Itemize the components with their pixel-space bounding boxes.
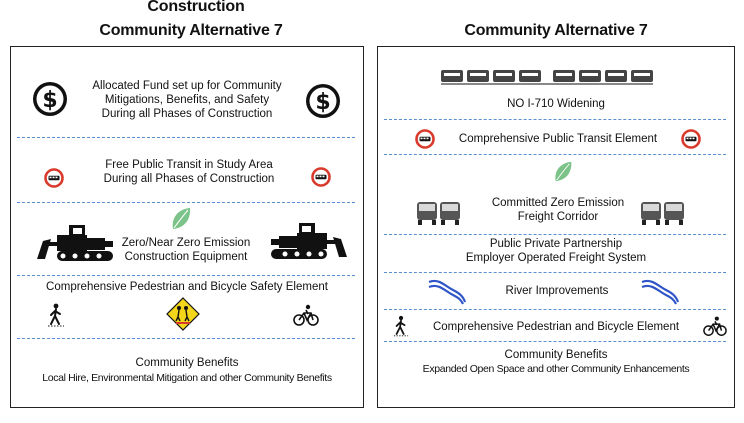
- divider: [17, 137, 355, 138]
- river-icon: [427, 276, 467, 306]
- svg-text:$: $: [315, 90, 331, 115]
- river-icon: [640, 276, 680, 306]
- river-improvements-text: River Improvements: [505, 285, 609, 297]
- bicycle-icon: [293, 304, 319, 326]
- community-benefits-title: Community Benefits: [504, 349, 608, 361]
- community-benefits-title: Community Benefits: [135, 357, 239, 369]
- fund-text: Allocated Fund set up for Community Mitigations, Benefits, and Safety During all Phases of Construction: [92, 80, 282, 120]
- no-widening-text: NO I-710 Widening: [507, 98, 605, 110]
- svg-text:$: $: [42, 88, 58, 113]
- left-panel: [10, 46, 364, 408]
- transit-bus-icon: [681, 129, 701, 149]
- right-heading: Community Alternative 7: [464, 22, 648, 39]
- freight-corridor-text: Committed Zero Emission Freight Corridor: [491, 197, 625, 223]
- transit-bus-icon: [44, 168, 64, 188]
- pedestrian-safety-text: Comprehensive Pedestrian and Bicycle Safety Element: [46, 281, 328, 293]
- divider: [384, 341, 726, 342]
- transit-bus-icon: [311, 167, 331, 187]
- right-panel: [377, 46, 735, 408]
- community-benefits-detail: Expanded Open Space and other Community Enhancements: [422, 363, 690, 375]
- bulldozer-icon: [35, 223, 119, 263]
- leaf-icon: [169, 206, 193, 232]
- divider: [17, 338, 355, 339]
- bicycle-icon: [703, 315, 727, 337]
- pedestrian-icon: [47, 303, 65, 327]
- community-benefits-detail: Local Hire, Environmental Mitigation and other Community Benefits: [42, 372, 332, 384]
- zero-emission-equipment-text: Zero/Near Zero Emission Construction Equipment: [121, 237, 251, 263]
- dollar-icon: [31, 80, 69, 118]
- dollar-icon: [304, 82, 342, 120]
- bus-row-icon: [441, 68, 661, 88]
- pedestrian-crossing-sign-icon: [166, 297, 200, 331]
- free-transit-text: Free Public Transit in Study Area During all Phases of Construction: [103, 159, 275, 185]
- divider: [17, 202, 355, 203]
- leaf-icon: [552, 160, 574, 184]
- divider: [384, 119, 726, 120]
- left-heading-line2: Community Alternative 7: [99, 22, 283, 39]
- truck-icon: [638, 200, 688, 226]
- pedestrian-bicycle-text: Comprehensive Pedestrian and Bicycle Element: [432, 321, 680, 333]
- truck-icon: [416, 200, 462, 226]
- pedestrian-icon: [393, 315, 409, 337]
- public-transit-text: Comprehensive Public Transit Element: [458, 133, 658, 145]
- transit-bus-icon: [415, 129, 435, 149]
- divider: [384, 272, 726, 273]
- divider: [384, 234, 726, 235]
- divider: [384, 309, 726, 310]
- divider: [384, 154, 726, 155]
- left-heading-line1: Construction: [147, 0, 245, 15]
- bulldozer-icon: [265, 221, 349, 261]
- partnership-text: Public Private Partnership Employer Operated Freight System: [465, 238, 647, 264]
- divider: [17, 275, 355, 276]
